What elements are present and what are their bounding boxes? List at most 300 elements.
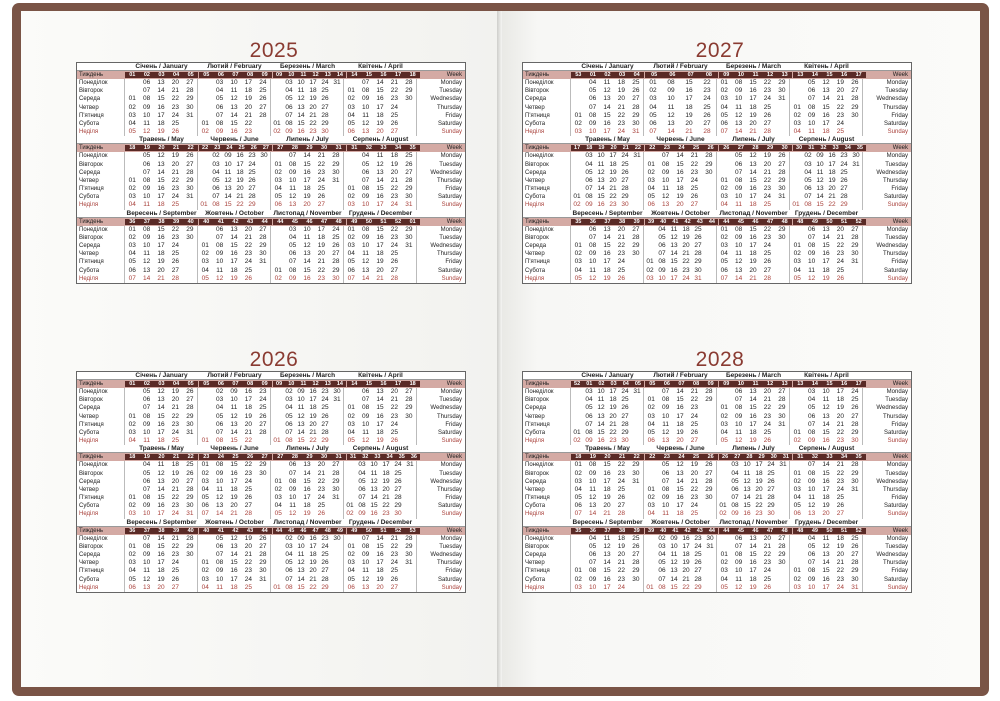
week-number: 10 — [288, 381, 295, 387]
day-cell — [198, 421, 212, 429]
day-cell: 24 — [763, 95, 772, 103]
day-cell: 26 — [840, 176, 848, 184]
week-number: 46 — [300, 527, 307, 534]
day-cell: 20 — [822, 510, 830, 518]
day-cell: 07 — [288, 152, 297, 160]
day-cell: 26 — [186, 469, 194, 477]
week-number: 23 — [663, 145, 670, 152]
day-cell — [183, 437, 197, 445]
day-cell: 10 — [588, 128, 597, 136]
weekday-row — [523, 567, 911, 575]
day-cell: 29 — [186, 494, 194, 502]
day-cell: 04 — [288, 233, 297, 241]
day-cell: 20 — [309, 567, 317, 575]
day-cell: 29 — [851, 469, 859, 477]
month-days — [644, 396, 717, 404]
day-cell — [702, 193, 716, 201]
day-cell: 05 — [215, 95, 224, 103]
day-cell: 06 — [215, 420, 224, 428]
day-cell — [850, 185, 862, 193]
weekday-label-en: Saturday — [883, 576, 908, 583]
day-cell: 24 — [682, 274, 690, 282]
day-cell — [644, 152, 658, 160]
week-number: 15 — [826, 72, 833, 78]
weekday-row — [77, 388, 465, 396]
day-cell: 06 — [720, 266, 728, 274]
day-cell: 02 — [347, 95, 355, 103]
day-cell: 18 — [822, 494, 830, 502]
weekday-label-en: Tuesday — [439, 543, 462, 550]
day-cell: 05 — [804, 176, 812, 184]
month-days — [790, 226, 863, 234]
day-cell: 22 — [682, 583, 690, 591]
day-cell: 15 — [230, 437, 238, 445]
day-cell: 03 — [358, 461, 366, 469]
month-days — [198, 169, 271, 177]
day-cell: 10 — [297, 542, 305, 550]
day-cell: 20 — [617, 95, 626, 103]
month-days — [644, 551, 717, 559]
week-number: 37 — [604, 218, 611, 225]
day-cell — [702, 201, 716, 209]
day-cell: 05 — [201, 494, 209, 502]
month-name: Березень / March — [279, 63, 336, 70]
month-days — [790, 404, 863, 412]
day-cell — [571, 161, 583, 169]
day-cell: 25 — [171, 201, 180, 209]
day-cell: 18 — [157, 250, 165, 258]
weekday-label: Неділя — [77, 510, 125, 518]
day-cell — [271, 396, 283, 404]
weekday-label-en: Monday — [886, 462, 908, 469]
day-cell: 28 — [621, 185, 629, 193]
month-days — [198, 559, 271, 567]
day-cell: 25 — [321, 551, 329, 558]
week-number: 32 — [820, 145, 827, 152]
day-cell — [629, 275, 643, 283]
day-cell: 20 — [244, 103, 253, 111]
day-cell: 18 — [317, 233, 326, 241]
month-days — [125, 128, 198, 136]
day-cell: 10 — [588, 583, 597, 591]
day-cell: 01 — [720, 176, 728, 184]
month-days — [344, 486, 417, 494]
month-days — [271, 396, 344, 404]
day-cell: 17 — [230, 258, 238, 266]
week-number-group — [719, 219, 792, 225]
week-label-en: Week — [446, 72, 462, 78]
day-cell: 24 — [690, 176, 699, 184]
month-days — [271, 388, 344, 396]
day-cell: 27 — [617, 502, 626, 510]
day-cell: 07 — [807, 95, 816, 103]
day-cell: 23 — [390, 193, 399, 201]
day-cell — [256, 502, 270, 510]
month-days — [125, 470, 198, 478]
day-cell: 27 — [405, 168, 413, 176]
day-cell: 20 — [244, 420, 253, 428]
week-number: 32 — [362, 454, 369, 461]
week-number: 02 — [598, 381, 605, 387]
day-cell: 13 — [749, 388, 757, 395]
day-cell — [256, 486, 270, 494]
day-cell: 06 — [288, 250, 297, 258]
day-cell — [271, 87, 283, 95]
month-name: Липень / July — [286, 445, 329, 453]
day-cell: 01 — [647, 396, 655, 404]
day-cell: 04 — [720, 575, 728, 583]
day-cell: 08 — [658, 583, 666, 591]
day-cell: 07 — [142, 404, 151, 412]
weekday-row — [77, 258, 465, 266]
day-cell: 29 — [705, 485, 713, 493]
week-number: 29 — [306, 454, 313, 461]
day-cell: 02 — [649, 87, 657, 95]
week-number: 21 — [173, 454, 180, 461]
week-number: 51 — [841, 527, 848, 534]
day-cell: 24 — [836, 258, 845, 266]
day-cell: 28 — [694, 575, 702, 583]
day-cell: 15 — [230, 119, 238, 127]
weekday-label-en: Sunday — [441, 129, 462, 136]
day-cell — [331, 421, 343, 429]
month-name: Вересень / September — [126, 518, 197, 526]
day-cell: 18 — [309, 551, 317, 558]
week-number: 27 — [277, 454, 284, 461]
day-cell: 13 — [822, 87, 830, 95]
day-cell: 12 — [661, 193, 670, 201]
day-cell: 16 — [749, 87, 757, 95]
month-days — [198, 87, 271, 95]
day-cell: 01 — [273, 437, 281, 445]
day-cell — [344, 535, 358, 543]
day-cell — [125, 169, 139, 177]
week-number: 27 — [262, 145, 269, 152]
day-cell: 28 — [390, 274, 399, 282]
day-cell — [704, 584, 716, 592]
day-cell: 10 — [667, 95, 675, 103]
day-cell: 21 — [755, 494, 763, 502]
day-cell: 12 — [734, 437, 743, 445]
month-days — [790, 429, 863, 437]
day-cell: 18 — [376, 111, 384, 119]
day-cell: 12 — [588, 494, 597, 502]
day-cell: 03 — [804, 160, 812, 168]
day-cell: 31 — [778, 193, 786, 201]
day-cell: 25 — [248, 168, 256, 176]
day-cell: 10 — [661, 502, 670, 510]
day-cell: 16 — [597, 437, 605, 445]
day-cell: 02 — [793, 250, 801, 258]
week-number: 24 — [678, 145, 685, 152]
weekday-label-en: Monday — [440, 462, 462, 469]
day-cell: 12 — [743, 477, 751, 485]
day-cell: 12 — [297, 412, 305, 420]
day-cell: 24 — [836, 119, 845, 127]
month-days — [344, 388, 417, 396]
day-cell: 22 — [171, 494, 180, 502]
month-days — [790, 478, 863, 486]
day-cell: 03 — [274, 494, 282, 502]
weekday-row — [523, 535, 911, 543]
month-days — [198, 421, 271, 429]
day-cell: 24 — [244, 575, 253, 583]
day-cell: 08 — [585, 193, 593, 201]
day-cell: 16 — [230, 250, 238, 258]
week-number: 23 — [214, 145, 221, 152]
month-name: Квітень / April — [804, 372, 849, 379]
day-cell — [271, 551, 283, 559]
week-number: 28 — [291, 145, 298, 152]
month-name: Січень / January — [135, 372, 188, 379]
day-cell: 26 — [703, 111, 711, 119]
weekday-row — [77, 567, 465, 575]
day-cell: 26 — [778, 152, 786, 160]
day-cell: 29 — [405, 225, 413, 233]
day-cell — [344, 486, 356, 494]
month-days — [271, 226, 344, 234]
day-cell — [717, 152, 731, 160]
day-cell: 27 — [763, 119, 772, 127]
weekday-label-en: Sunday — [887, 584, 908, 591]
day-cell: 28 — [851, 420, 859, 428]
week-number-group — [347, 381, 420, 387]
day-cell: 04 — [142, 461, 151, 469]
week-number: 18 — [129, 145, 136, 152]
month-days — [571, 226, 644, 234]
day-cell: 25 — [763, 250, 772, 258]
day-cell: 28 — [321, 428, 329, 436]
day-cell — [571, 535, 585, 543]
day-cell: 27 — [621, 176, 629, 184]
day-cell: 27 — [259, 542, 267, 550]
month-days — [198, 502, 271, 510]
week-number: 19 — [589, 454, 596, 461]
header-spacer — [417, 372, 465, 379]
day-cell: 31 — [779, 461, 787, 469]
month-days — [717, 250, 790, 258]
weekday-row — [77, 169, 465, 177]
day-cell: 09 — [734, 412, 743, 420]
day-cell: 01 — [574, 111, 582, 119]
weekday-label-en: Tuesday — [885, 470, 908, 477]
day-cell: 17 — [670, 274, 678, 282]
week-number: 30 — [321, 145, 328, 152]
day-cell: 23 — [694, 534, 702, 542]
day-cell: 28 — [259, 111, 267, 119]
day-cell: 23 — [690, 404, 699, 412]
week-number: 14 — [336, 381, 343, 387]
day-cell: 08 — [288, 266, 297, 274]
day-cell: 02 — [720, 412, 728, 420]
day-cell: 08 — [215, 559, 224, 567]
week-number: 49 — [336, 527, 343, 534]
day-cell: 31 — [778, 420, 786, 428]
day-cell: 25 — [171, 567, 180, 575]
day-cell: 07 — [661, 477, 670, 485]
day-cell: 06 — [285, 103, 293, 111]
day-cell: 07 — [720, 128, 728, 136]
day-cell: 26 — [390, 575, 399, 583]
day-cell: 01 — [347, 87, 355, 95]
day-cell: 19 — [609, 404, 617, 412]
day-cell: 18 — [230, 583, 238, 591]
weekday-label-en: Saturday — [883, 429, 908, 436]
weekday-label-en: Friday — [891, 186, 908, 193]
day-cell: 05 — [285, 559, 293, 567]
week-number: 15 — [365, 72, 372, 78]
day-cell: 20 — [309, 420, 317, 428]
day-cell: 24 — [763, 193, 772, 201]
month-days — [790, 275, 863, 283]
day-cell — [790, 169, 802, 177]
day-cell: 28 — [632, 233, 640, 241]
weekday-row — [77, 267, 465, 275]
header-spacer — [77, 63, 125, 70]
month-days — [717, 185, 790, 193]
day-cell: 29 — [694, 258, 702, 266]
day-cell: 19 — [171, 152, 180, 160]
week-number-group — [125, 72, 198, 78]
weekday-label-en: Tuesday — [885, 88, 908, 95]
day-cell — [402, 275, 416, 283]
week-number: 43 — [247, 218, 254, 225]
day-cell: 25 — [763, 428, 772, 436]
day-cell: 16 — [685, 87, 693, 95]
month-days — [790, 567, 863, 575]
week-number: 33 — [374, 454, 381, 461]
week-number: 21 — [619, 454, 626, 461]
month-days — [125, 226, 198, 234]
day-cell: 29 — [705, 396, 713, 404]
day-cell: 30 — [851, 575, 859, 583]
day-cell: 15 — [743, 502, 751, 510]
week-number: 32 — [811, 454, 818, 461]
day-cell: 21 — [763, 542, 772, 550]
month-days — [790, 437, 863, 445]
day-cell: 12 — [734, 111, 743, 119]
weekday-label-en: Friday — [891, 421, 908, 428]
day-cell: 31 — [332, 494, 340, 502]
week-number: 49 — [351, 218, 358, 225]
week-number: 44 — [708, 218, 715, 225]
day-cell: 14 — [303, 258, 311, 266]
week-number: 48 — [335, 218, 342, 225]
day-cell: 18 — [836, 396, 845, 404]
weekday-row — [523, 87, 911, 95]
weekday-label-en: Wednesday — [430, 552, 462, 558]
weekday-label-en: Sunday — [441, 511, 462, 518]
day-cell: 10 — [734, 420, 743, 428]
day-cell: 23 — [617, 119, 626, 127]
day-cell: 19 — [376, 575, 384, 583]
month-name: Жовтень / October — [651, 518, 710, 526]
day-cell: 22 — [617, 567, 626, 575]
day-cell: 09 — [142, 185, 151, 193]
weekday-row — [77, 413, 465, 421]
weekday-label: Понеділок — [77, 535, 125, 543]
day-cell: 19 — [749, 111, 757, 119]
weekday-label: Неділя — [77, 201, 125, 209]
day-cell: 02 — [128, 103, 136, 111]
month-days — [644, 193, 717, 201]
day-cell: 04 — [574, 485, 582, 493]
day-cell: 05 — [731, 477, 739, 485]
weekday-label: Понеділок — [77, 226, 125, 234]
day-cell — [402, 258, 416, 266]
week-number-group — [273, 145, 346, 151]
weekday-row — [77, 177, 465, 185]
month-days — [344, 87, 417, 95]
day-cell: 27 — [703, 119, 711, 127]
month-days — [125, 234, 198, 242]
day-cell — [571, 226, 585, 234]
day-cell: 16 — [822, 575, 830, 583]
day-cell: 06 — [588, 551, 597, 558]
day-cell: 17 — [309, 396, 317, 404]
day-cell: 29 — [778, 225, 786, 233]
day-cell: 18 — [230, 485, 238, 493]
day-cell: 17 — [309, 542, 317, 550]
week-number: 45 — [291, 218, 298, 225]
month-name: Лютий / February — [207, 372, 262, 379]
day-cell — [644, 535, 656, 543]
month-days — [125, 177, 198, 185]
weekday-label-en: Sunday — [887, 202, 908, 209]
week-number: 04 — [633, 72, 640, 78]
day-cell: 13 — [670, 242, 678, 249]
day-cell: 14 — [157, 168, 165, 176]
day-cell: 27 — [390, 266, 399, 274]
month-days — [717, 388, 790, 396]
day-cell: 18 — [676, 185, 684, 193]
day-cell: 04 — [793, 128, 801, 136]
day-cell: 20 — [676, 437, 684, 445]
day-cell: 08 — [661, 485, 670, 493]
day-cell: 18 — [230, 266, 238, 274]
month-days — [717, 161, 790, 169]
month-name: Грудень / December — [794, 518, 859, 526]
header-spacer — [863, 63, 911, 70]
day-cell: 07 — [807, 461, 816, 469]
day-cell: 14 — [676, 477, 684, 485]
day-cell: 08 — [667, 79, 675, 86]
day-cell: 10 — [807, 583, 816, 591]
day-cell: 07 — [142, 485, 151, 493]
day-cell: 20 — [171, 396, 180, 404]
month-days — [717, 275, 790, 283]
day-cell: 07 — [201, 510, 209, 518]
month-days — [271, 177, 344, 185]
day-cell — [256, 584, 270, 592]
month-days — [344, 437, 417, 445]
day-cell: 17 — [309, 79, 317, 86]
day-cell: 22 — [309, 119, 317, 127]
day-cell: 05 — [285, 95, 293, 103]
day-cell: 04 — [807, 534, 816, 542]
day-cell — [644, 567, 656, 575]
day-cell: 01 — [346, 502, 354, 510]
day-cell: 06 — [588, 95, 597, 103]
weekday-row — [523, 437, 911, 445]
day-cell: 06 — [807, 551, 816, 558]
weekday-label-en: Monday — [440, 80, 462, 86]
day-cell: 28 — [259, 428, 267, 436]
month-name: Жовтень / October — [205, 518, 264, 526]
day-cell: 14 — [597, 420, 605, 428]
day-cell: 24 — [244, 477, 253, 485]
day-cell — [629, 584, 643, 592]
